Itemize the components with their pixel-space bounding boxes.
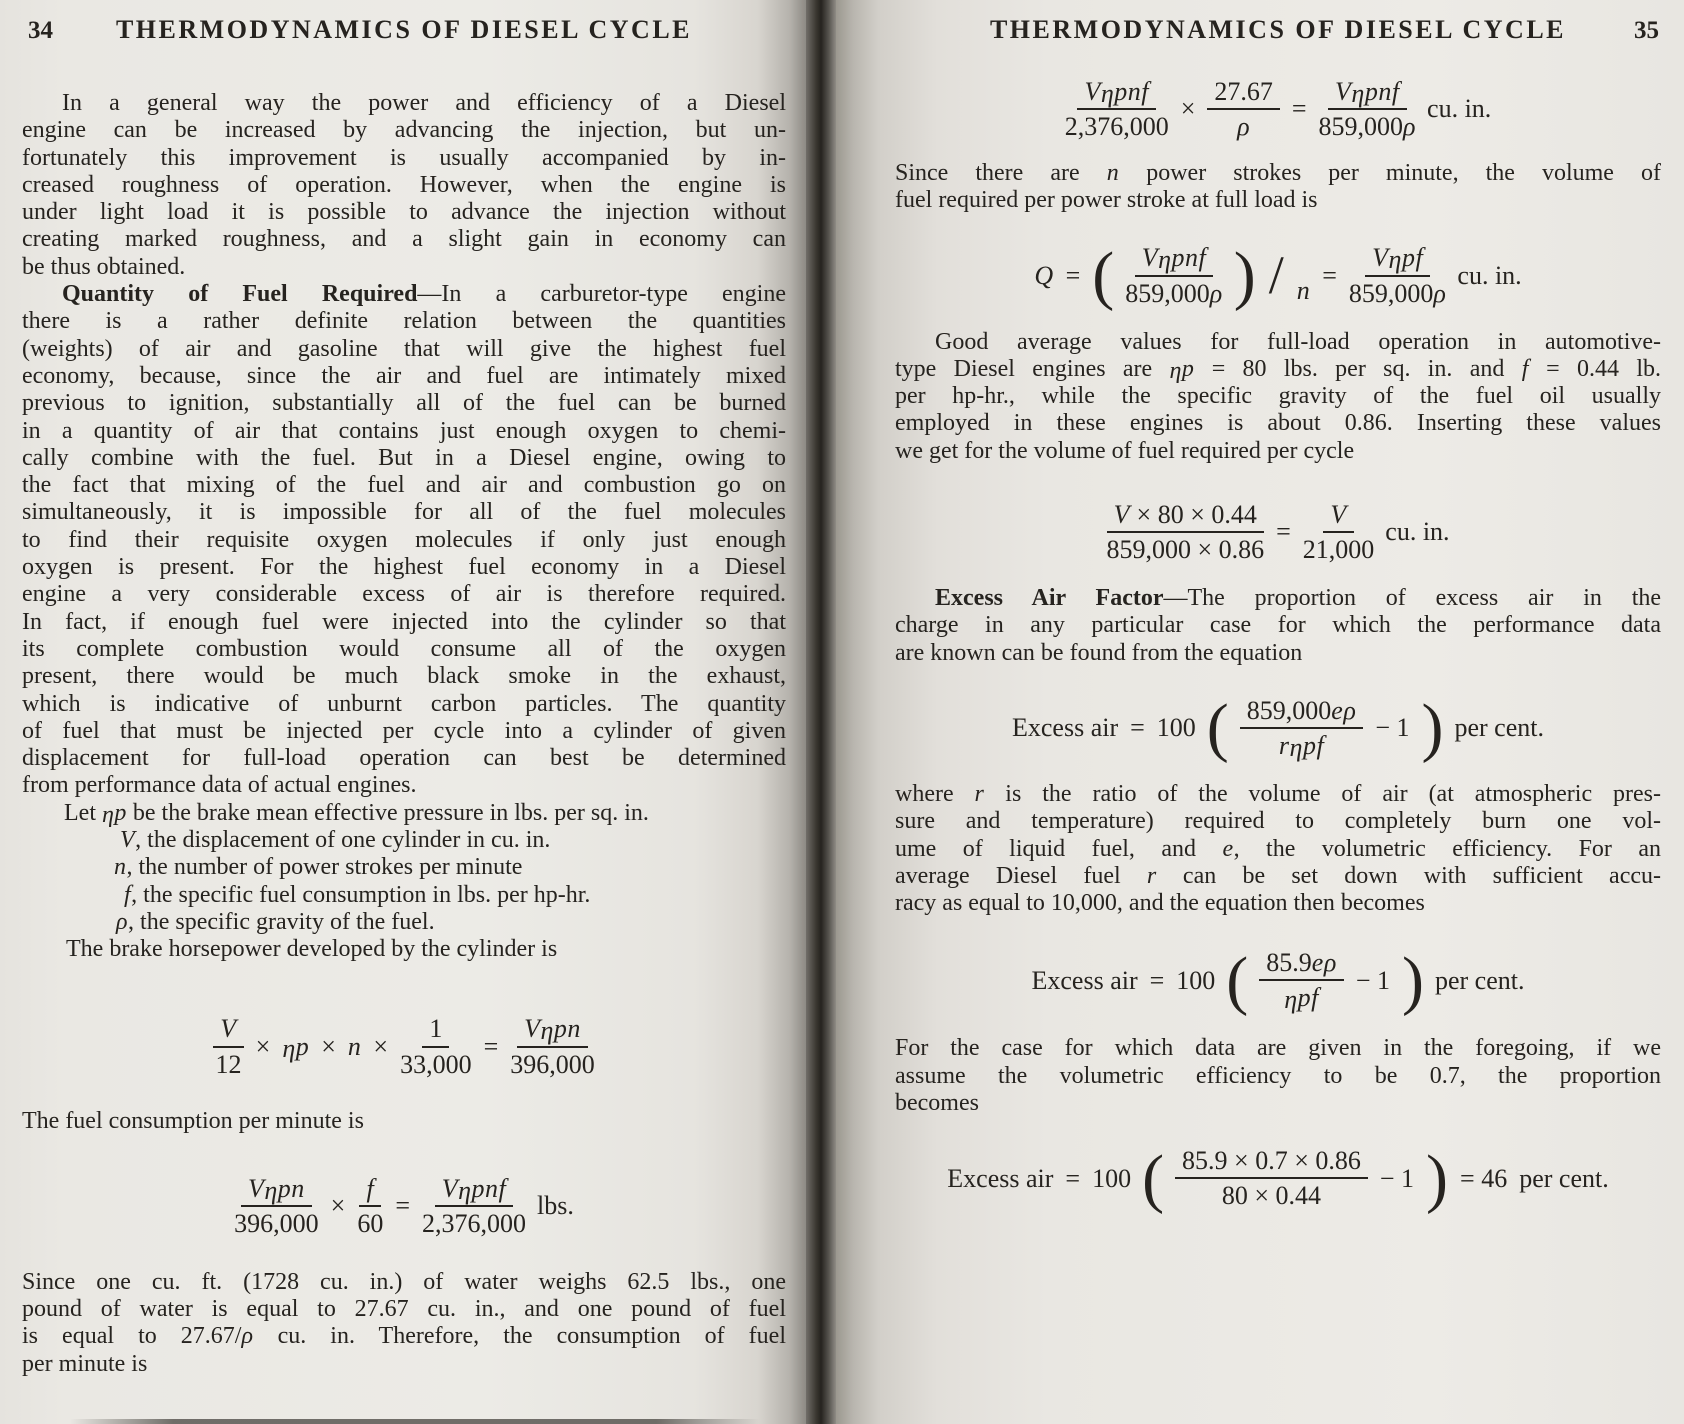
text-line: we get for the volume of fuel required per cycle bbox=[895, 437, 1355, 464]
unit-label: per cent. bbox=[1519, 1163, 1609, 1193]
denominator: 2,376,000 bbox=[1064, 112, 1169, 141]
label: Excess air bbox=[1031, 965, 1138, 995]
text-line: In a general way the power and efficiency of a Diesel bbox=[62, 90, 786, 116]
text-line: charge in any particular case for which the performance data bbox=[895, 612, 1661, 639]
denominator: ηpf bbox=[1284, 983, 1319, 1015]
open-paren: ( bbox=[1226, 943, 1249, 1017]
text-line: of fuel that must be injected per cycle into a cylinder of given bbox=[22, 717, 786, 744]
formula-fuel-volume bbox=[895, 64, 1661, 154]
fraction bbox=[1207, 78, 1280, 141]
equals-sign: = bbox=[1276, 517, 1291, 547]
text-line: Since one cu. ft. (1728 cu. in.) of water weighs 62.5 lbs., one bbox=[22, 1268, 786, 1295]
text-line: fortunately this improvement is usually accompanied by in- bbox=[22, 144, 786, 171]
denominator: 2,376,000 bbox=[422, 1208, 526, 1238]
paragraph-quantity-of-fuel bbox=[22, 281, 786, 800]
text-line: previous to ignition, substantially all of the fuel can be burned bbox=[22, 390, 786, 417]
fraction bbox=[234, 1175, 319, 1238]
text-line: in a quantity of air that contains just enough oxygen to chemi- bbox=[22, 417, 786, 444]
close-paren: ) bbox=[1233, 238, 1256, 312]
text-line: Good average values for full-load operation in automotive- bbox=[935, 328, 1661, 355]
text-line: pound of water is equal to 27.67 cu. in., and one pound of fuel bbox=[22, 1296, 786, 1323]
numerator: Vηpf bbox=[1365, 244, 1430, 276]
definition-line: f, the specific fuel consumption in lbs. per hp-hr. bbox=[124, 881, 591, 908]
paragraph-water-weight bbox=[22, 1269, 786, 1378]
numerator: Vηpn bbox=[241, 1175, 312, 1207]
minus-one: − 1 bbox=[1355, 965, 1390, 995]
text-line: economy, because, since the air and fuel are intimately mixed bbox=[22, 362, 786, 389]
definition-line: ρ, the specific gravity of the fuel. bbox=[116, 908, 435, 935]
text-line: present, there would be much black smoke in the exhaust, bbox=[22, 663, 786, 690]
variable: ηp bbox=[282, 1031, 310, 1063]
text-line: simultaneously, it is impossible for all of the fuel molecules bbox=[22, 499, 786, 526]
right-running-header bbox=[895, 16, 1661, 50]
text-line: (weights) of air and gasoline that will give the highest fuel bbox=[22, 335, 786, 362]
text-line: its complete combustion would consume all of the oxygen bbox=[22, 635, 786, 662]
equals-result: = 46 bbox=[1460, 1163, 1508, 1193]
fraction bbox=[422, 1175, 526, 1238]
equals-sign: = bbox=[1130, 713, 1145, 743]
unit-label: per cent. bbox=[1454, 713, 1544, 743]
unit-label: cu. in. bbox=[1457, 260, 1522, 290]
numerator: V bbox=[213, 1015, 243, 1047]
equals-sign: = bbox=[1322, 260, 1337, 290]
denominator: 396,000 bbox=[510, 1049, 595, 1079]
text-line: creased roughness of operation. However, when the engine is bbox=[22, 171, 786, 198]
equals-sign: = bbox=[483, 1031, 499, 1061]
text-line: are known can be found from the equation bbox=[895, 639, 1303, 666]
close-paren: ) bbox=[1421, 691, 1444, 765]
right-page-number: 35 bbox=[1634, 17, 1659, 44]
numerator: Vηpn bbox=[517, 1015, 588, 1047]
text-line: is equal to 27.67/ρ cu. in. Therefore, the consumption of fuel bbox=[22, 1323, 786, 1350]
text-line: under light load it is possible to advance the injection without bbox=[22, 199, 786, 226]
fraction bbox=[1106, 501, 1264, 564]
numerator: Vηpnf bbox=[1077, 78, 1156, 110]
unit-label: per cent. bbox=[1434, 965, 1525, 995]
text-line: from performance data of actual engines. bbox=[22, 772, 417, 799]
paragraph-foregoing-case bbox=[895, 1035, 1661, 1117]
numerator: 85.9 × 0.7 × 0.86 bbox=[1175, 1147, 1368, 1179]
equals-sign: = bbox=[395, 1191, 410, 1221]
text-line: engine can be increased by advancing the injection, but un- bbox=[22, 117, 786, 144]
text-line: there is a rather definite relation between the quantities bbox=[22, 308, 786, 335]
text-line: the fact that mixing of the fuel and air and combustion go on bbox=[22, 472, 786, 499]
text-line: average Diesel fuel r can be set down with sufficient accu- bbox=[895, 862, 1661, 889]
scan-bottom-edge-shadow bbox=[70, 1419, 760, 1424]
numerator: Vηpnf bbox=[1328, 78, 1407, 110]
definition-line: n, the number of power strokes per minute bbox=[114, 854, 523, 881]
equals-sign: = bbox=[1149, 965, 1165, 995]
fraction bbox=[357, 1175, 383, 1238]
times-sign: × bbox=[330, 1191, 346, 1221]
denominator: 21,000 bbox=[1302, 535, 1375, 565]
paragraph-intro bbox=[22, 90, 786, 281]
unit-label: cu. in. bbox=[1385, 517, 1450, 547]
text-line: Since there are n power strokes per minute, the volume of bbox=[895, 160, 1661, 186]
numerator: V × 80 × 0.44 bbox=[1107, 501, 1264, 533]
left-header-title: THERMODYNAMICS OF DIESEL CYCLE bbox=[115, 15, 693, 44]
fraction bbox=[1125, 244, 1222, 307]
close-paren: ) bbox=[1426, 1141, 1449, 1215]
definition-line: V, the displacement of one cylinder in cu. in. bbox=[120, 827, 551, 854]
text-line: ume of liquid fuel, and e, the volumetric efficiency. For an bbox=[895, 835, 1661, 862]
fraction bbox=[1240, 697, 1364, 760]
denominator: 60 bbox=[357, 1208, 384, 1238]
text-line: cally combine with the fuel. But in a Diesel engine, owing to bbox=[22, 444, 786, 471]
denominator: ρ bbox=[1237, 112, 1251, 141]
fraction bbox=[400, 1015, 472, 1078]
paragraph-average-values bbox=[895, 329, 1661, 465]
definition-line: Let ηp be the brake mean effective pressure in lbs. per sq. in. bbox=[64, 799, 649, 828]
numerator: 859,000eρ bbox=[1240, 697, 1364, 729]
formula-excess-air-general bbox=[895, 683, 1661, 773]
text-line: per minute is bbox=[22, 1350, 148, 1377]
definition-line: The brake horsepower developed by the cylinder is bbox=[66, 936, 558, 963]
numerator: f bbox=[359, 1175, 381, 1207]
divisor-variable: n bbox=[1296, 275, 1311, 305]
fraction bbox=[1349, 244, 1446, 307]
formula-fuel-consumption bbox=[22, 1161, 786, 1251]
denominator: 859,000ρ bbox=[1318, 112, 1417, 141]
close-paren: ) bbox=[1401, 943, 1424, 1017]
equals-sign: = bbox=[1291, 94, 1307, 124]
text-line: For the case for which data are given in the foregoing, if we bbox=[895, 1035, 1661, 1062]
label: Excess air bbox=[1012, 713, 1119, 743]
open-paren: ( bbox=[1092, 238, 1115, 312]
text-line: engine a very considerable excess of air is therefore required. bbox=[22, 581, 786, 608]
numerator: 1 bbox=[422, 1015, 449, 1047]
text-line: becomes bbox=[895, 1090, 979, 1117]
paragraph-excess-air-factor bbox=[895, 585, 1661, 667]
open-paren: ( bbox=[1206, 691, 1229, 765]
text-line: where r is the ratio of the volume of air (at atmospheric pres- bbox=[895, 780, 1661, 807]
fraction bbox=[1303, 501, 1375, 564]
text-line: type Diesel engines are ηp = 80 lbs. per sq. in. and f = 0.44 lb. bbox=[895, 355, 1662, 384]
fraction bbox=[213, 1015, 243, 1078]
text-line: per hp-hr., while the specific gravity of the fuel oil usually bbox=[895, 383, 1661, 410]
text-line: be thus obtained. bbox=[22, 253, 186, 280]
denominator: 859,000ρ bbox=[1348, 278, 1447, 308]
paragraph-power-strokes bbox=[895, 160, 1661, 215]
text-line: fuel required per power stroke at full load is bbox=[895, 187, 1318, 214]
numerator: 27.67 bbox=[1207, 78, 1280, 110]
numerator: 85.9eρ bbox=[1259, 949, 1344, 981]
variable: Q bbox=[1034, 260, 1054, 290]
fraction bbox=[1065, 78, 1169, 141]
coefficient: 100 bbox=[1092, 1163, 1132, 1193]
variable: n bbox=[347, 1031, 362, 1061]
minus-one: − 1 bbox=[1379, 1163, 1415, 1193]
denominator: 12 bbox=[215, 1049, 242, 1079]
times-sign: × bbox=[255, 1031, 271, 1061]
denominator: 859,000 × 0.86 bbox=[1106, 535, 1265, 565]
book-binding-gutter bbox=[806, 0, 836, 1424]
fraction bbox=[1175, 1147, 1368, 1210]
text-line: sure and temperature) required to completely burn one vol- bbox=[895, 808, 1661, 835]
text-line: The fuel consumption per minute is bbox=[22, 1107, 364, 1134]
coefficient: 100 bbox=[1176, 965, 1216, 995]
fraction bbox=[1319, 78, 1416, 141]
formula-excess-air-result bbox=[895, 1133, 1661, 1223]
text-line: Excess Air Factor—The proportion of excess air in the bbox=[935, 585, 1662, 612]
open-paren: ( bbox=[1142, 1141, 1165, 1215]
fraction bbox=[1259, 948, 1344, 1015]
text-line: employed in these engines is about 0.86. Inserting these values bbox=[895, 410, 1661, 437]
left-running-header bbox=[22, 16, 786, 50]
text-line: Quantity of Fuel Required—In a carburetor-type engine bbox=[62, 281, 786, 308]
formula-fuel-per-stroke bbox=[895, 231, 1661, 321]
left-page-number: 34 bbox=[28, 17, 53, 44]
text-line: which is indicative of unburnt carbon particles. The quantity bbox=[22, 690, 786, 717]
text-line: assume the volumetric efficiency to be 0.7, the proportion bbox=[895, 1062, 1661, 1089]
right-header-title: THERMODYNAMICS OF DIESEL CYCLE bbox=[989, 15, 1567, 44]
denominator: rηpf bbox=[1278, 730, 1325, 762]
coefficient: 100 bbox=[1156, 713, 1196, 743]
formula-excess-air-simplified bbox=[895, 935, 1661, 1025]
formula-inserted-values bbox=[895, 487, 1661, 577]
denominator: 33,000 bbox=[400, 1049, 472, 1079]
fraction bbox=[510, 1015, 595, 1078]
paragraph-ratio-r bbox=[895, 781, 1661, 917]
denominator: 80 × 0.44 bbox=[1221, 1181, 1322, 1211]
times-sign: × bbox=[321, 1031, 336, 1061]
minus-one: − 1 bbox=[1375, 713, 1410, 743]
unit-label: lbs. bbox=[537, 1191, 574, 1221]
denominator: 859,000ρ bbox=[1125, 278, 1223, 308]
times-sign: × bbox=[373, 1031, 389, 1061]
equals-sign: = bbox=[1065, 1163, 1081, 1193]
text-line: to find their requisite oxygen molecules if only just enough bbox=[22, 526, 786, 553]
numerator: V bbox=[1323, 501, 1353, 533]
text-line: displacement for full-load operation can best be determined bbox=[22, 745, 786, 772]
times-sign: × bbox=[1180, 94, 1196, 124]
symbol-definitions bbox=[22, 800, 786, 964]
left-page-content bbox=[22, 0, 786, 1378]
division-slash: / bbox=[1268, 245, 1284, 306]
denominator: 396,000 bbox=[234, 1208, 319, 1238]
numerator: Vηpnf bbox=[1135, 244, 1214, 276]
equals-sign: = bbox=[1065, 260, 1081, 290]
text-line: In fact, if enough fuel were injected into the cylinder so that bbox=[22, 608, 786, 635]
label: Excess air bbox=[947, 1163, 1054, 1193]
text-line: oxygen is present. For the highest fuel economy in a Diesel bbox=[22, 554, 786, 581]
unit-label: cu. in. bbox=[1427, 94, 1492, 124]
text-line: racy as equal to 10,000, and the equation then becomes bbox=[895, 890, 1425, 917]
right-page-content bbox=[895, 0, 1661, 1223]
text-line: creating marked roughness, and a slight gain in economy can bbox=[22, 226, 786, 253]
numerator: Vηpnf bbox=[435, 1175, 514, 1207]
formula-brake-horsepower bbox=[22, 1002, 786, 1092]
